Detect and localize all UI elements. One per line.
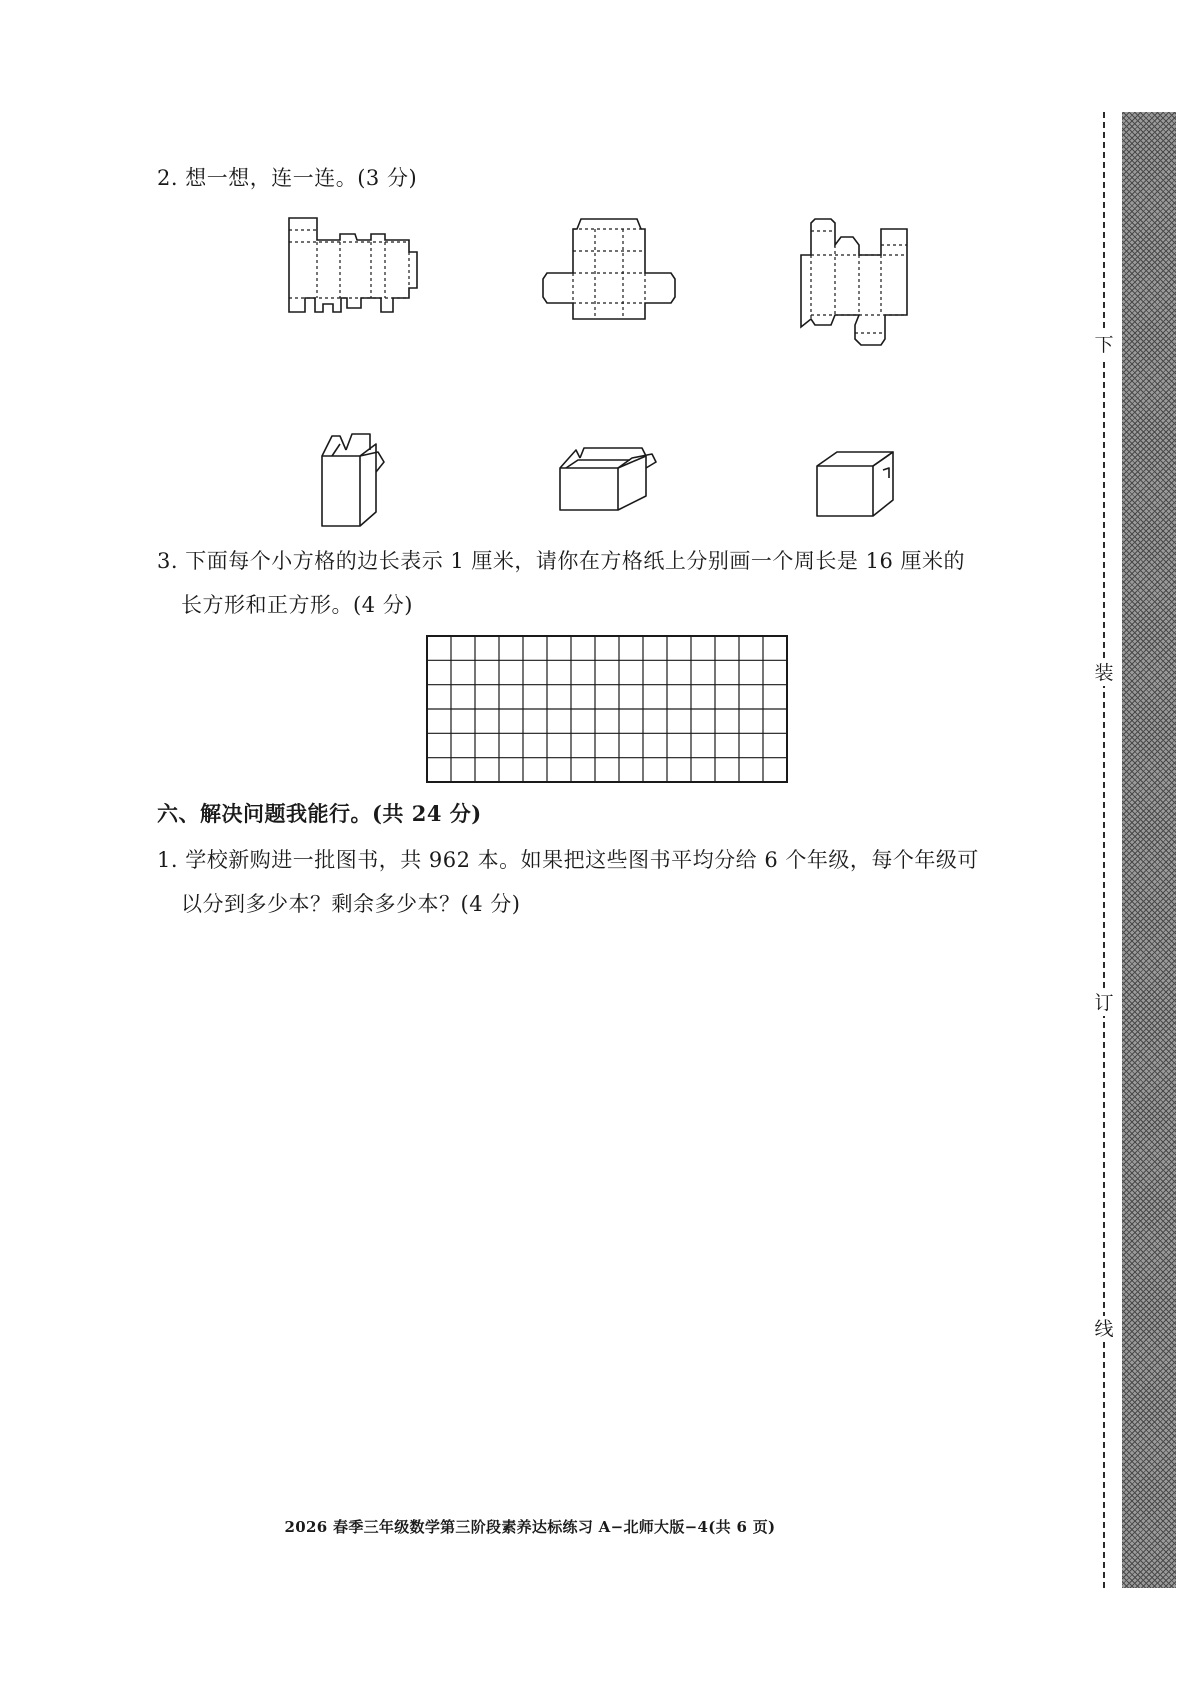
open-box-2 [556, 444, 660, 514]
binding-char-zhuang: 装 [1092, 660, 1116, 686]
question-3-line-1: 3. 下面每个小方格的边长表示 1 厘米，请你在方格纸上分别画一个周长是 16 厘米的 [157, 549, 965, 573]
section-6-question-1-line-2: 以分到多少本？剩余多少本？(4 分) [181, 892, 521, 916]
question-3-line-2: 长方形和正方形。(4 分) [181, 593, 413, 617]
box-net-3 [797, 215, 921, 357]
section-6-title: 六、解决问题我能行。(共 24 分) [157, 801, 482, 826]
box-net-2 [537, 215, 683, 323]
question-2-title: 2. 想一想，连一连。(3 分) [157, 166, 418, 190]
square-grid-paper[interactable] [427, 636, 787, 782]
section-6-question-1-line-1: 1. 学校新购进一批图书，共 962 本。如果把这些图书平均分给 6 个年级，每个年级可 [157, 848, 979, 872]
binding-hatched-strip [1122, 112, 1176, 1588]
binding-char-xian: 线 [1092, 1316, 1116, 1342]
answer-area[interactable] [157, 930, 1037, 1490]
page-footer: 2026 春季三年级数学第三阶段素养达标练习 A−北师大版−4(共 6 页) [284, 1518, 776, 1536]
binding-char-xia: 下 [1092, 332, 1116, 358]
binding-char-ding: 订 [1092, 990, 1116, 1016]
open-box-1 [318, 432, 388, 530]
box-net-1 [285, 212, 425, 320]
closed-box-3 [813, 448, 899, 520]
